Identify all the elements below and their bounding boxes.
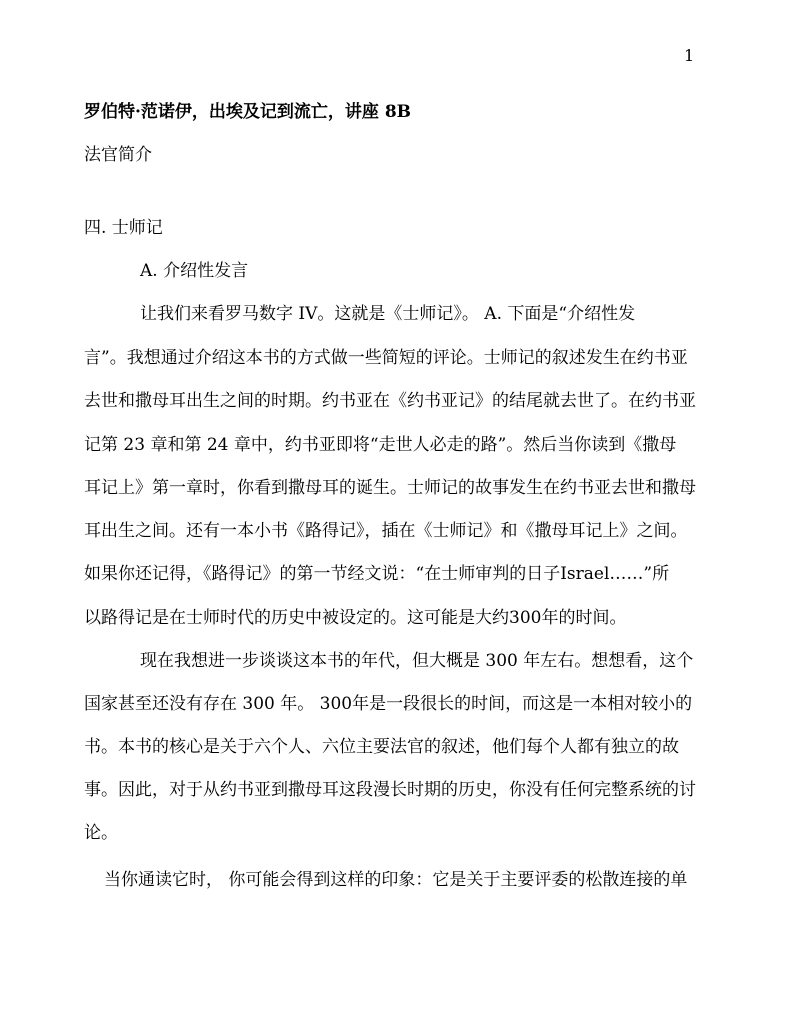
paragraph-line: 耳记上》第一章时，你看到撒母耳的诞生。士师记的故事发生在约书亚去世和撒母	[84, 478, 696, 498]
paragraph-line: 去世和撒母耳出生之间的时期。约书亚在《约书亚记》的结尾就去世了。在约书亚	[84, 391, 696, 411]
paragraph-line: 如果你还记得，《路得记》的第一节经文说：“在士师审判的日子Israel……”所	[84, 564, 670, 584]
paragraph-line: 让我们来看罗马数字 IV。这就是《士师记》。 A. 下面是“介绍性发	[140, 304, 636, 324]
paragraph-line: 事。因此，对于从约书亚到撒母耳这段漫长时期的历史，你没有任何完整系统的讨	[84, 780, 696, 800]
section-heading: 四. 士师记	[84, 218, 163, 238]
subsection-heading: A. 介绍性发言	[140, 261, 249, 281]
paragraph-line: 书。本书的核心是关于六个人、六位主要法官的叙述，他们每个人都有独立的故	[84, 737, 679, 757]
paragraph-line: 耳出生之间。还有一本小书《路得记》，插在《士师记》和《撒母耳记上》之间。	[84, 521, 688, 541]
paragraph-line: 现在我想进一步谈谈这本书的年代，但大概是 300 年左右。想想看，这个	[140, 651, 694, 671]
paragraph-line: 国家甚至还没有存在 300 年。 300年是一段很长的时间，而这是一本相对较小的	[84, 694, 693, 714]
page-number: 1	[684, 46, 695, 65]
paragraph-line: 当你通读它时， 你可能会得到这样的印象：它是关于主要评委的松散连接的单	[104, 870, 688, 890]
lecture-title: 罗伯特·范诺伊，出埃及记到流亡，讲座 8B	[84, 102, 412, 122]
paragraph-line: 言”。我想通过介绍这本书的方式做一些简短的评论。士师记的叙述发生在约书亚	[84, 348, 688, 368]
lecture-subtitle: 法官简介	[84, 145, 152, 165]
paragraph-line: 论。	[84, 823, 118, 843]
paragraph-line: 以路得记是在士师时代的历史中被设定的。这可能是大约300年的时间。	[84, 608, 627, 628]
paragraph-line: 记第 23 章和第 24 章中，约书亚即将“走世人必走的路”。然后当你读到《撒母	[84, 435, 677, 455]
